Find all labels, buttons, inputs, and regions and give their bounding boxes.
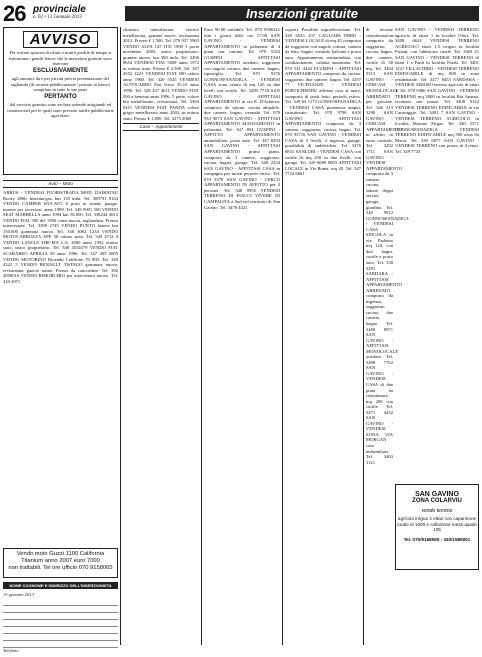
ads-text-6: SAN GAVINO - VENDESI TERRENO agricolo di ettari 1 in località Oliva. Tel. 3408 6624 VENDESI TERRENO AGRICOLO ettari 1.5 irriguo in località Fizzau, con fabbricato rurale. Tel. 3469 21 SAN GAVINO - VENDESI TERRENO di ettari 1 a Pauli in località Pardu. Tel. 3401 1221 VILLACIDRO - VENDESI TERRENO EDIFICABILE di mq 800 in zona residenziale. Tel. 3477 8453 SARDARA - VENDESI ARIOSO terreno agricolo di ettari 3. Tel. 070 9386 SAN GAVINO - VENDESI TERRENO mq 3000 in località Riu Sparau, recintato con pozzo. Tel. 3408 9122 VENDESI TERRENO EDIFICABILE in via Caravaggio. Tel. 3491 7 SAN GAVINO - VENDESI TERRENO AGRICOLO in località Masone Prigas. Tel. 340 5571 GONNOSFANADIGA - VENDESI TERRENO EDIFICABILE mq 500 zona Sa Marra. Tel. 349 6877 SAN GAVINO - VENDESI TERRENO con pozzo di 4 ettari. Tel. 349 7733 [395, 27, 479, 155]
promo-line-2: Titanium anno 2007 euro 7000 [21, 558, 100, 564]
promo-box [3, 548, 118, 578]
coupon-header-bar: NOME COGNOME E INDIRIZZO DELL'INSERZIONISTA [3, 582, 118, 589]
notice-box [3, 27, 118, 175]
coupon-line[interactable] [3, 627, 118, 634]
category-auto: Auto – Moto [3, 180, 118, 188]
zona-headline: vendo terreno [421, 508, 453, 514]
column-5-narrow [366, 27, 409, 645]
promo-line-3: non trattabili. Tel ore ufficio 070 9158065 [8, 565, 113, 571]
ads-text-3: Euro 90.00 trattabili. Tel. 070 9386341 tutti i giorni dalle ore 17.00 SAN GAVINO - VENDESI APPARTAMENTO in palazzina di 4 piani con cantina. Tel. 070 5543 GUSPINI - AFFITTASI APPARTAMENTO arredato, soggiorno con angolo cottura, due camere, bagno, ripostiglio. Tel. 070 9376 GONNOSFANADIGA - VENDESI CASA zona centro di mq 120 su due livelli con cortile. Tel. 3299 7718 SAN GAVINO - AFFITTASI APPARTAMENTO in via E. D'Arborea, composto da salone, cucina abitabile, due camere, bagno, veranda. Tel. 070 933 9073 SAN GAVINO - AFFITTASI APPARTAMENTO MANSARDATO in palazzina. Tel. 347 854 GUSPINI - AFFITTO APPARTAMENTO ammobiliato, posto auto. Tel. 347 8293 SAN GAVINO - AFFITTASI APPARTAMENTO primo piano, composto da 3 camere, soggiorno, cucina, bagno, garage. Tel. 348 2234 SAN GAVINO - AFFITTASI CASA in campagna per turisti periodo estivo. Tel. 070 9378 SAN GAVINO - CERCO APPARTAMENTO IN AFFITTO per 3 persone. Tel. 348 9955 VENDESI TERRENO DI PIACCI VIVERE IN CAMPAGNA a Sud nel territorio di San Gavino. Tel. 3478 4421 [204, 27, 280, 210]
coupon-line[interactable] [3, 606, 118, 613]
coupon-form [3, 592, 118, 648]
page-number: 26 [3, 1, 26, 26]
zona-description: agricolo irriguo 2 ettari con capannone rurale di 1500 e collazione mesti quadri 105 [397, 516, 477, 532]
ads-text-1: ARBUS - VENDESI FUORISTRADA MOD. DAIHATSU Rocky 2800, benzina/gas, km 150 mila. Tel. 389791 0144 VENDO CAMPER DUCATO 6 posti in strada, garage, motore per accessori, anno 1989. Tel. 349 9901 500 VENDO SEAT MARBELLA anno 1994 km 56.000. Tel. 338244 4613 VENDO FIAT 500 del 1996 come nuova, tagliandata. Prezzo interessante. Tel. 3398 2745 VENDO PUNTO bianca km 150.000 gommata nuova. Tel. 338 3062 1234 VENDO MOTOCARROZZA APE 50 ottimo stato. Tel. 349 4712 0 VENDO LANCIA THE-MA L.S. 2000 anno 1992 ottimo stato, unico proprietario. Tel. 348 4534379 VENDO FIAT SCARABEO APRILIA 50 anno 1996. Tel. 347 495 5005 VENDO MOTORINO Ricambi Califfone 70 900. Tel. 340 4522 5 VENDO RENAULT TWINGO gommata nuova, revisionata, gancio traino. Prezzo da concordare. Tel. 392 4990016 VENDO RIMORCHIO per autovettura nuovo. Tel. 320 4971 [3, 190, 118, 284]
notice-title: AVVISO [23, 31, 99, 48]
column-3 [204, 27, 280, 645]
coupon-line[interactable] [3, 641, 118, 648]
section-title: Inserzioni gratuite [125, 6, 479, 21]
ads-text-4: coperti. Possibile sopraelevazione. Tel. 320 6543 237 CAGLIARI PIRRI - VENDESI LOCALE di mq 45 composto da soggiorno con angolo cottura, camera da letto, bagno, veranda, balcone e posto auto. Appartamento semiarredato, con condizionatore, caldaia autonoma. Tel. 070 541 4444 FLUMINI - AFFITTASI APPARTAMENTO composto da cucina, soggiorno, due camere, bagno. Tel. 3297 77 VICENANZE - VENDESI PORTICHEDDU affittasi casa al mare, composta di posti letto, periodo estivo. Tel. 349 64 1173 GONNOSFANADIGA - VENDESI CASA pianoterra ampio, ristrutturato. Tel. 070 9796 SAN GAVINO - AFFITTASI APPARTAMENTO composto da 3 camere, soggiorno, cucina, bagno. Tel. 070 93716 SAN GAVINO - VENDESI CASA di 3 livelli, 2 ingressi, garage, possibilità di suddividere. Tel. 3476 8831 SANLURI - VENDESI CASA con cortile di mq 250 su due livelli, con garage. Tel. 320 6689 9003 AFFITTASI LOCALE in Via Roma, mq 45. Tel. 347 7724 6661 [285, 27, 361, 177]
phone-label: Telefono [3, 648, 19, 653]
column-divider [120, 27, 121, 645]
notice-text-1: Per evitare spiacevoli rifiuti e inutili perdite di tempo si informano i gentili lettori che le inserzioni gratuite sono riservate [9, 50, 112, 66]
coupon-line[interactable] [3, 599, 118, 606]
coupon-line[interactable] [3, 620, 118, 627]
page-header [3, 2, 479, 24]
promo-line-1: Vendo moto Guzzi 1100 California [16, 551, 105, 557]
column-divider [363, 27, 364, 645]
column-divider [282, 27, 283, 645]
notice-emphasis-2: PERTANTO [44, 93, 77, 100]
column-6 [395, 27, 479, 481]
column-1 [3, 178, 118, 544]
category-case: Case – Appartamenti [123, 123, 199, 131]
terrain-ad-box [395, 484, 479, 570]
zona-phone: Tel. 070/9158065 - 340/1585001 [403, 536, 471, 542]
notice-emphasis: ESCLUSIVAMENTE [33, 67, 88, 74]
column-divider [201, 27, 202, 645]
zona-area: ZONA COLARVIU [412, 498, 462, 504]
column-2 [123, 27, 199, 645]
issue-info: n. 02 • 13 Gennaio 2013 [33, 15, 82, 20]
notice-text-2: agli annunci da e per privati previa presentazione del tagliando (di recente pubblicazione / portato in basso) compilato in tutte le sue parti. [11, 76, 110, 92]
coupon-line[interactable] [3, 613, 118, 620]
zona-city: SAN GAVINO [415, 491, 459, 498]
coupon-date: 13 gennaio 2013 [3, 592, 34, 597]
ads-text-5: di recente ristrutturazione composto da soggiorno, cucina, bagno, due camere, cortile di 30 mq. Tel. 3494 5513 SAN GAVINO - CERCASI MONOLOCALE ARREDATO per giovane. Tel. 346 313 3290 SAN GAVINO - CERCASI APPARTAMENTO in affitto, in zona centrale. Tel. 3292 1711 SAN GAVINO - VENDESI APPARTAMENTO composto da 3 camere, cucina, salone, doppi servizi, garage, giardino. Tel. 340 9912 GONNOSFANADIGA - VENDESI CASA SINGOLA in via Paderno mq 120, con due bagni, cortile e posto auto. Tel. 338 3291 SARDARA - AFFITTASI APPARTAMENTO ARREDATO composto da ingresso, soggiorno, cucina, due camere, bagno. Tel. 3468 8971 SAN GAVINO - AFFITTASI MONOLOCALE arredato. Tel. 3408 7762 SAN GAVINO - VENDESI CASA di due piani da ristrutturare, mq 200 con cortile. Tel. 3471 4432 SAN GAVINO - VENDESI ZONA VIA MORGAN casa unifamiliare. Tel. 3403 1121 [366, 27, 409, 465]
newspaper-logo: provinciale [33, 4, 86, 15]
coupon-line[interactable] [3, 634, 118, 641]
notice-text-3: dal servizio gratuito sono escluse aziende artigianali ed commerciali per le quali sono previste tariffe pubblicitarie agevolate. [7, 102, 114, 118]
ads-text-2: chiusura centralizzata, vernice metallizzata, gomme nuove, revisionata 2012. Prezzo € 1.500. Tel. 070 937 5963 VENDO ALFA 147 JTD 1900 5 porte novembre 2003, unico proprietario, gomme nuove, km 300 mila. Tel. 3496 8654 VENDESI FIAT 500F anno 1972 in ottimo stato. Prezzo € 2.500. Tel. 347 4552 2221 VENDESI FIAT 500 cabrio anno 1960. Tel. 329 5545 VENDESI AUTOCARRO Fiat Iveco 35.10 anno 1990. Tel. 328 437 4011 VENDO FIAT 500 a benzina anno 1996, 5 porte, colore blu metallizzato, revisionata. Tel. 3494 0411 VENDESI FIAT PANDA colore grigio metallizzato anno 2002, in ottimo stato. Prezzo € 1.800. Tel. 3275 2060 [123, 27, 199, 121]
column-4 [285, 27, 361, 645]
